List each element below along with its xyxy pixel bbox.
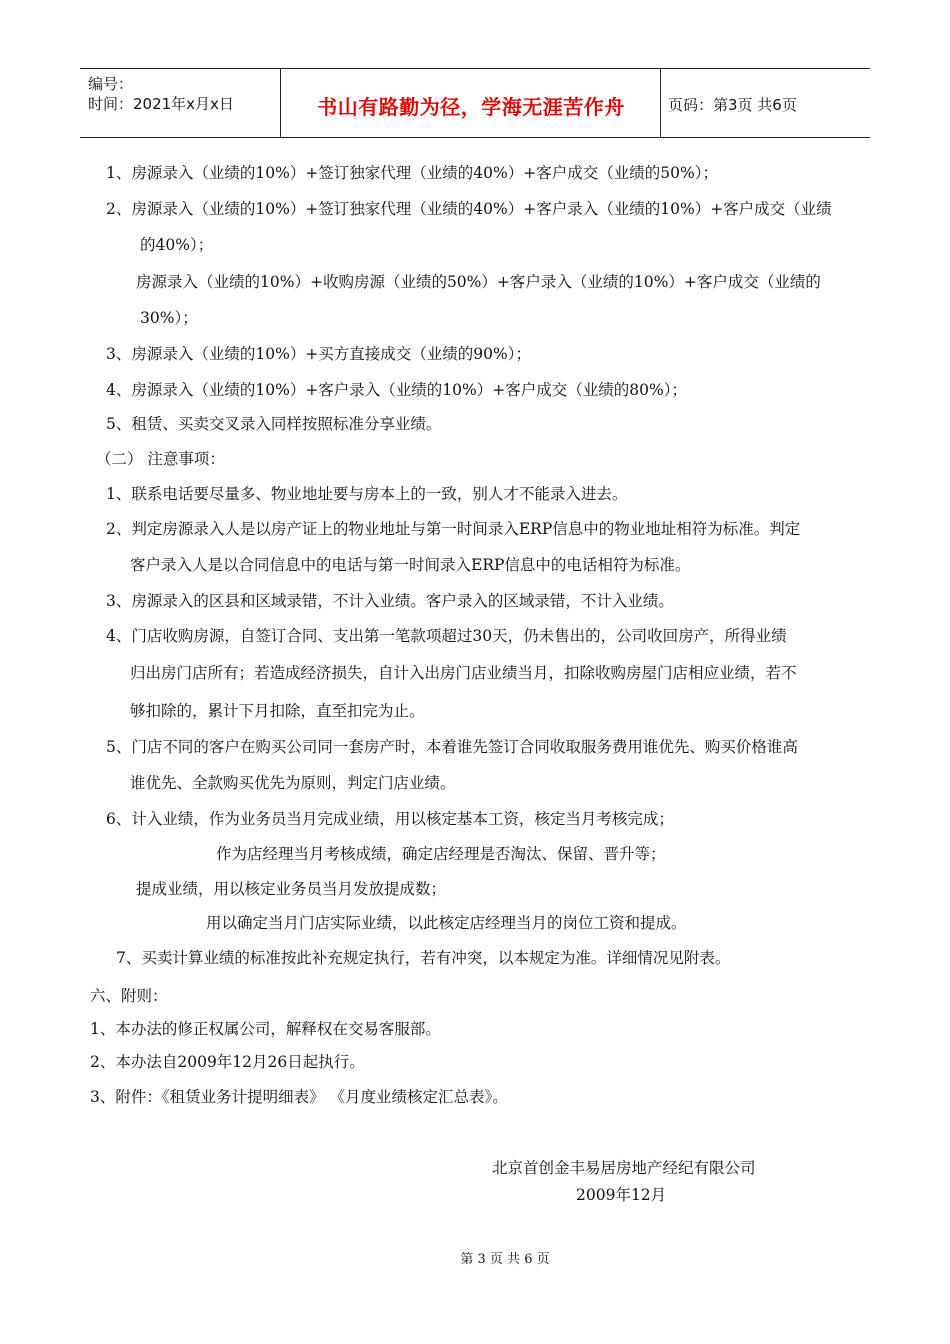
page-footer: 第 3 页 共 6 页: [460, 1252, 550, 1267]
document-date: 时间：2021年x月x日: [88, 95, 234, 113]
body-line: 2、本办法自2009年12月26日起执行。: [90, 1053, 365, 1071]
body-line: 4、门店收购房源，自签订合同、支出第一笔款项超过30天，仍未售出的，公司收回房产，所得业绩: [106, 627, 787, 645]
body-line: 3、房源录入（业绩的10%）+买方直接成交（业绩的90%）；: [106, 345, 532, 363]
body-line: 5、租赁、买卖交叉录入同样按照标准分享业绩。: [106, 415, 442, 433]
body-line: 客户录入人是以合同信息中的电话与第一时间录入ERP信息中的电话相符为标准。: [130, 556, 691, 574]
body-line: 1、本办法的修正权属公司，解释权在交易客服部。: [90, 1020, 441, 1038]
body-line: 2、房源录入（业绩的10%）+签订独家代理（业绩的40%）+客户录入（业绩的10%）+客户成交（业绩: [106, 200, 832, 218]
header-page-cell: [662, 69, 870, 137]
body-line: 归出房门店所有；若造成经济损失，自计入出房门店业绩当月，扣除收购房屋门店相应业绩，若不: [130, 664, 797, 682]
body-line: 谁优先、全款购买优先为原则，判定门店业绩。: [130, 774, 456, 792]
body-line: 用以确定当月门店实际业绩，以此核定店经理当月的岗位工资和提成。: [206, 914, 687, 932]
body-line: 够扣除的，累计下月扣除，直至扣完为止。: [130, 702, 425, 720]
header-info-cell: [80, 69, 281, 137]
body-line: 6、计入业绩，作为业务员当月完成业绩，用以核定基本工资，核定当月考核完成；: [106, 810, 674, 828]
body-line: 1、联系电话要尽量多、物业地址要与房本上的一致，别人才不能录入进去。: [106, 485, 628, 503]
body-line: 5、门店不同的客户在购买公司同一套房产时，本着谁先签订合同收取服务费用谁优先、购买价格谁高: [106, 738, 798, 756]
page-header: [80, 68, 870, 138]
section-heading: （二） 注意事项：: [96, 450, 225, 468]
body-line: 30%）；: [140, 309, 198, 327]
body-line: 3、房源录入的区县和区域录错，不计入业绩。客户录入的区域录错，不计入业绩。: [106, 592, 674, 610]
body-line: 1、房源录入（业绩的10%）+签订独家代理（业绩的40%）+客户成交（业绩的50%）；: [106, 164, 718, 182]
signature-date: 2009年12月: [576, 1186, 667, 1204]
section-heading: 六、附则：: [90, 987, 168, 1005]
body-line: 房源录入（业绩的10%）+收购房源（业绩的50%）+客户录入（业绩的10%）+客户成交（业绩的: [136, 273, 821, 291]
body-line: 作为店经理当月考核成绩，确定店经理是否淘汰、保留、晋升等；: [216, 845, 666, 863]
header-motto: 书山有路勤为径，学海无涯苦作舟: [317, 95, 625, 119]
body-line: 2、判定房源录入人是以房产证上的物业地址与第一时间录入ERP信息中的物业地址相符为标准。判定: [106, 520, 801, 538]
body-line: 7、买卖计算业绩的标准按此补充规定执行，若有冲突，以本规定为准。详细情况见附表。: [116, 949, 731, 967]
document-number: 编号：: [88, 75, 134, 93]
header-page-number: 页码：第3页 共6页: [668, 96, 797, 114]
body-line: 3、附件：《租赁业务计提明细表》 《月度业绩核定汇总表》。: [90, 1088, 508, 1106]
body-line: 4、房源录入（业绩的10%）+客户录入（业绩的10%）+客户成交（业绩的80%）；: [106, 381, 687, 399]
body-line: 提成业绩，用以核定业务员当月发放提成数；: [136, 880, 447, 898]
body-line: 的40%）；: [140, 236, 214, 254]
signature-company: 北京首创金丰易居房地产经纪有限公司: [492, 1159, 756, 1177]
header-motto-cell: [282, 69, 661, 137]
